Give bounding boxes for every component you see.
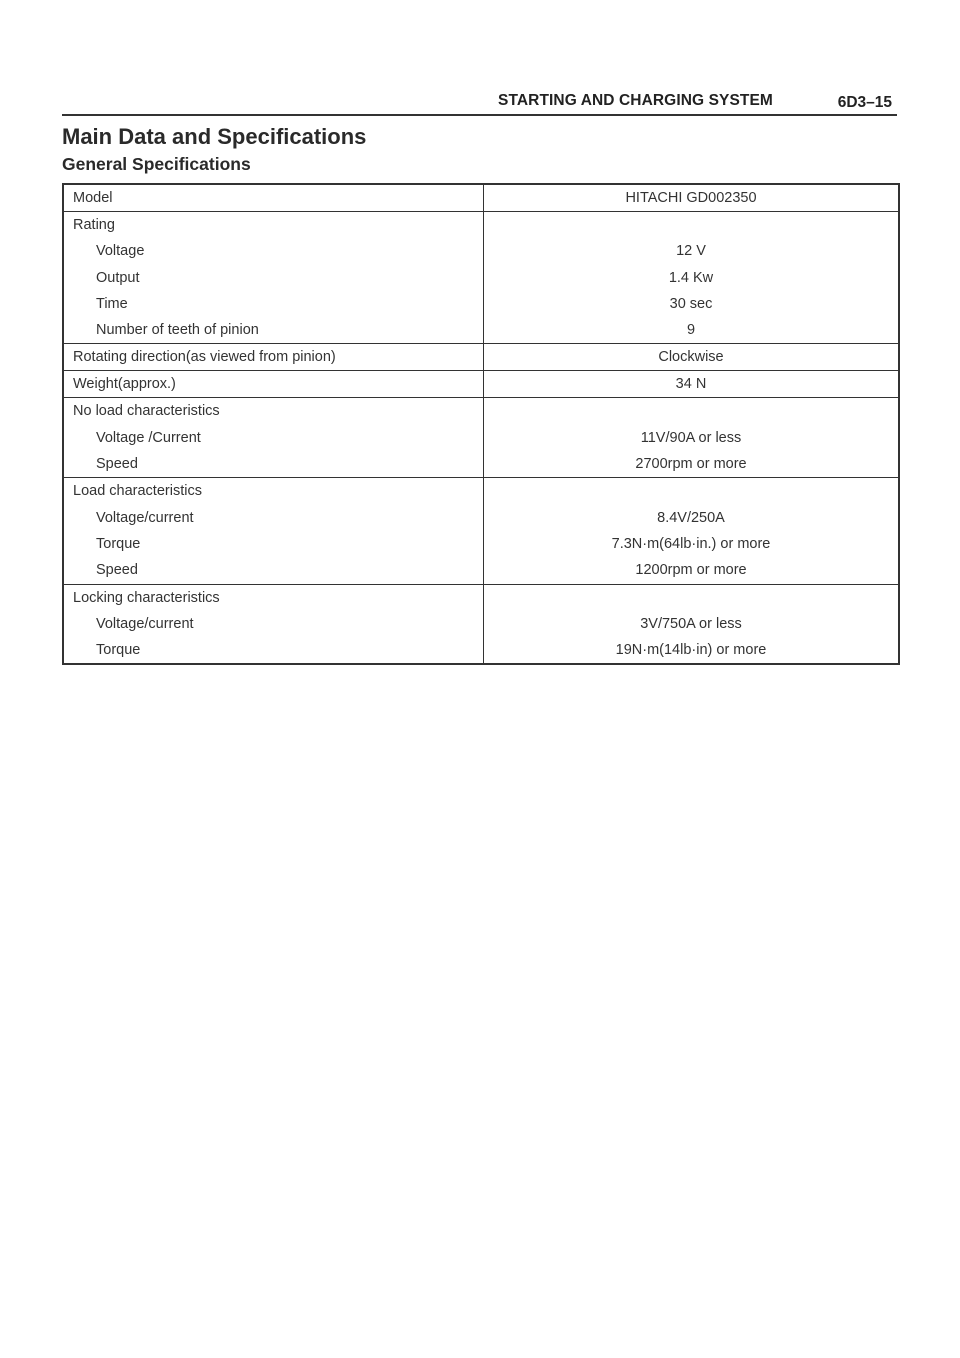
group-label: No load characteristics (73, 403, 220, 420)
blank-line (484, 212, 898, 238)
row-label: Rotating direction(as viewed from pinion) (73, 349, 336, 366)
table-row-model (63, 184, 899, 212)
item-value: 3V/750A or less (640, 615, 742, 632)
value-cell (484, 371, 900, 398)
item-value: 2700rpm or more (635, 456, 747, 473)
blank-line (484, 585, 898, 611)
section-title: STARTING AND CHARGING SYSTEM (498, 92, 773, 109)
label-cell (63, 398, 484, 478)
item-label: Output (96, 269, 140, 286)
row-value: 34 N (675, 376, 707, 393)
item-label: Number of teeth of pinion (96, 322, 259, 339)
item-value: 9 (686, 322, 696, 339)
label-cell (63, 371, 484, 398)
item-value: 7.3N·m(64lb·in.) or more (611, 535, 771, 552)
value-cell (484, 398, 900, 478)
table-row-rating (63, 212, 899, 344)
item-value: 1.4 Kw (668, 269, 714, 286)
item-label: Voltage (96, 243, 145, 260)
table-row-no-load (63, 398, 899, 478)
value-cell (484, 344, 900, 371)
item-label: Voltage/current (96, 615, 194, 632)
blank-line (484, 398, 898, 424)
row-label: Model (73, 190, 113, 206)
item-label: Time (96, 295, 128, 312)
table-row-locking (63, 584, 899, 664)
item-label: Speed (96, 562, 138, 579)
group-label: Load characteristics (73, 483, 202, 500)
row-value: HITACHI GD002350 (625, 190, 757, 206)
value-cell (484, 584, 900, 664)
item-label: Voltage /Current (96, 429, 201, 446)
label-cell (63, 184, 484, 212)
item-label: Voltage/current (96, 509, 194, 526)
item-value: 1200rpm or more (635, 562, 747, 579)
header-rule (62, 114, 897, 116)
value-cell (484, 212, 900, 344)
value-cell (484, 184, 900, 212)
item-value: 8.4V/250A (657, 509, 725, 526)
table-row-rotating-direction (63, 344, 899, 371)
item-value: 30 sec (669, 295, 713, 312)
label-cell (63, 344, 484, 371)
value-cell (484, 478, 900, 584)
page-title: Main Data and Specifications (62, 124, 367, 149)
group-label: Locking characteristics (73, 589, 220, 606)
group-label: Rating (73, 217, 115, 233)
item-value: 12 V (676, 243, 706, 260)
blank-line (484, 478, 898, 504)
section-subtitle: General Specifications (62, 154, 251, 174)
item-value: 19N·m(14lb·in) or more (615, 642, 767, 659)
label-cell (63, 212, 484, 344)
page-number: 6D3–15 (837, 94, 892, 111)
page-header (62, 88, 897, 116)
item-label: Torque (96, 535, 141, 552)
row-label: Weight(approx.) (73, 376, 176, 393)
label-cell (63, 584, 484, 664)
table-row-load (63, 478, 899, 584)
item-label: Speed (96, 456, 138, 473)
item-label: Torque (96, 642, 141, 659)
table-row-weight (63, 371, 899, 398)
label-cell (63, 478, 484, 584)
row-value: Clockwise (658, 349, 724, 366)
spec-table (62, 183, 900, 665)
item-value: 11V/90A or less (640, 429, 742, 446)
